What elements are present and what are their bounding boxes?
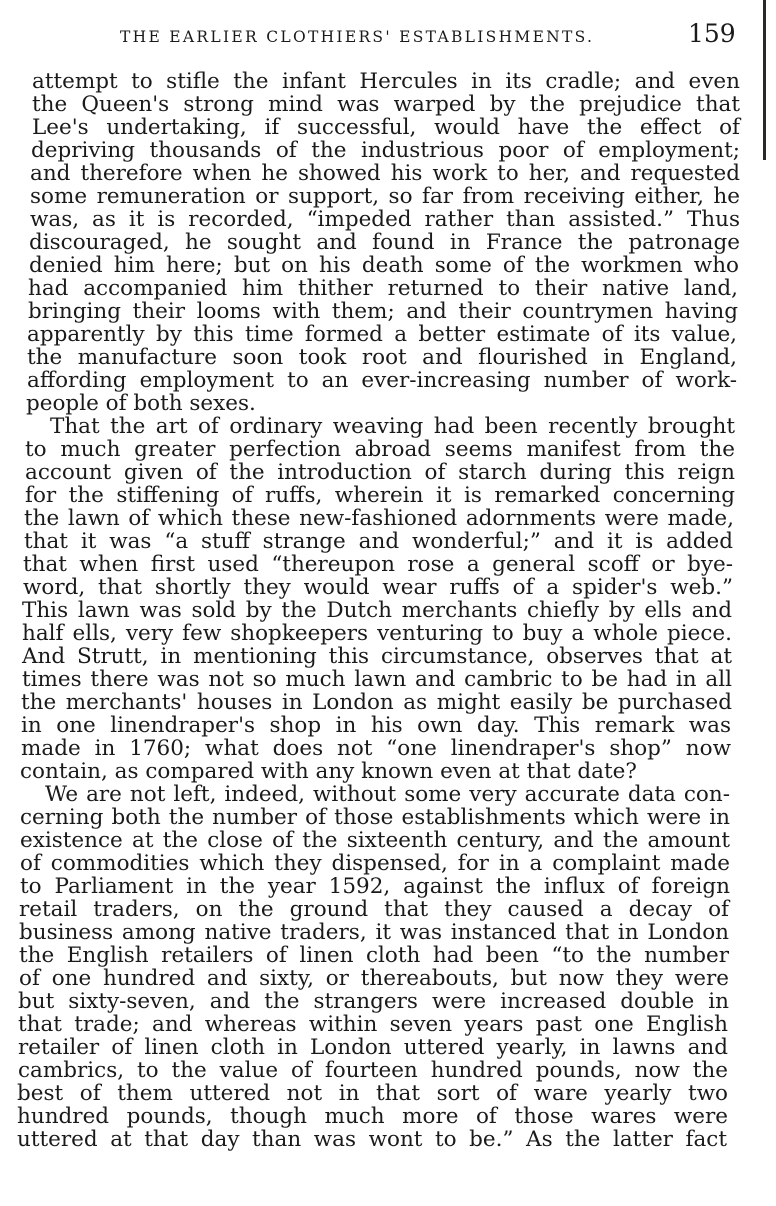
text-line: half ells, very few shopkeepers venturing to buy a whole piece. [22, 621, 732, 646]
text-line: existence at the close of the sixteenth century, and the amount [20, 828, 730, 853]
text-line: that trade; and whereas within seven years past one English [18, 1012, 728, 1037]
text-line: retail traders, on the ground that they caused a decay of [19, 897, 729, 922]
text-line: had accompanied him thither returned to their native land, [28, 276, 738, 301]
text-line: some remuneration or support, so far from receiving either, he [30, 184, 740, 209]
text-line: word, that shortly they would wear ruffs of a spider's web.” [23, 575, 733, 600]
text-line: cambrics, to the value of fourteen hundred pounds, now the [18, 1058, 728, 1083]
text-line: people of both sexes. [26, 391, 256, 416]
text-line: discouraged, he sought and found in France the patronage [29, 230, 740, 255]
text-line: the manufacture soon took root and flourished in England, [27, 345, 737, 370]
text-line: of commodities which they dispensed, for in a complaint made [20, 851, 730, 876]
running-title: THE EARLIER CLOTHIERS' ESTABLISHMENTS. [120, 28, 595, 46]
text-line: to much greater perfection abroad seems manifest from the [25, 437, 735, 462]
text-line: denied him here; but on his death some of the workmen who [29, 253, 739, 278]
text-line: bringing their looms with them; and their countrymen having [28, 299, 738, 324]
text-line: We are not left, indeed, without some very accurate data con- [45, 782, 730, 807]
running-head [0, 16, 776, 56]
text-line: the lawn of which these new-fashioned adornments were made, [24, 506, 734, 531]
text-line: the English retailers of linen cloth had been “to the number [19, 943, 729, 968]
text-line: apparently by this time formed a better estimate of its value, [27, 322, 737, 347]
page-number: 159 [688, 19, 736, 48]
text-line: that it was “a stuff strange and wonderful;” and it is added [24, 529, 733, 554]
text-line: That the art of ordinary weaving had been recently brought [50, 414, 735, 439]
text-line: to Parliament in the year 1592, against the influx of foreign [20, 874, 730, 899]
text-line: uttered at that day than was wont to be.” As the latter fact [17, 1127, 727, 1152]
text-line: depriving thousands of the industrious poor of employment; [31, 138, 740, 163]
text-line: retailer of linen cloth in London uttered yearly, in lawns and [18, 1035, 728, 1060]
text-line: the merchants' houses in London as might easily be purchased [21, 690, 732, 715]
text-line: the Queen's strong mind was warped by the prejudice that [32, 92, 740, 117]
text-line: contain, as compared with any known even at that date? [20, 759, 637, 784]
text-line: made in 1760; what does not “one linendraper's shop” now [21, 736, 731, 761]
text-line: account given of the introduction of starch during this reign [25, 460, 735, 485]
text-line: And Strutt, in mentioning this circumstance, observes that at [22, 644, 732, 669]
text-line: of one hundred and sixty, or thereabouts, but now they were [19, 966, 729, 991]
text-line: was, as it is recorded, “impeded rather than assisted.” Thus [30, 207, 740, 232]
text-line: in one linendraper's shop in his own day. This remark was [21, 713, 731, 738]
page-edge-rule [763, 0, 766, 160]
text-line: hundred pounds, though much more of those wares were [17, 1104, 728, 1129]
text-line: and therefore when he showed his work to her, and requested [30, 161, 740, 186]
text-line: affording employment to an ever-increasing number of work- [27, 368, 737, 393]
text-line: but sixty-seven, and the strangers were increased double in [18, 989, 729, 1014]
text-line: business among native traders, it was instanced that in London [19, 920, 729, 945]
text-line: This lawn was sold by the Dutch merchants chiefly by ells and [22, 598, 732, 623]
text-line: times there was not so much lawn and cambric to be had in all [22, 667, 732, 692]
text-line: Lee's undertaking, if successful, would have the effect of [32, 115, 740, 140]
text-line: attempt to stifle the infant Hercules in its cradle; and even [32, 69, 740, 94]
text-line: for the stiffening of ruffs, wherein it is remarked concerning [25, 483, 735, 508]
text-line: cerning both the number of those establishments which were in [20, 805, 730, 830]
text-line: that when first used “thereupon rose a general scoff or bye- [23, 552, 733, 577]
text-line: best of them uttered not in that sort of ware yearly two [17, 1081, 728, 1106]
